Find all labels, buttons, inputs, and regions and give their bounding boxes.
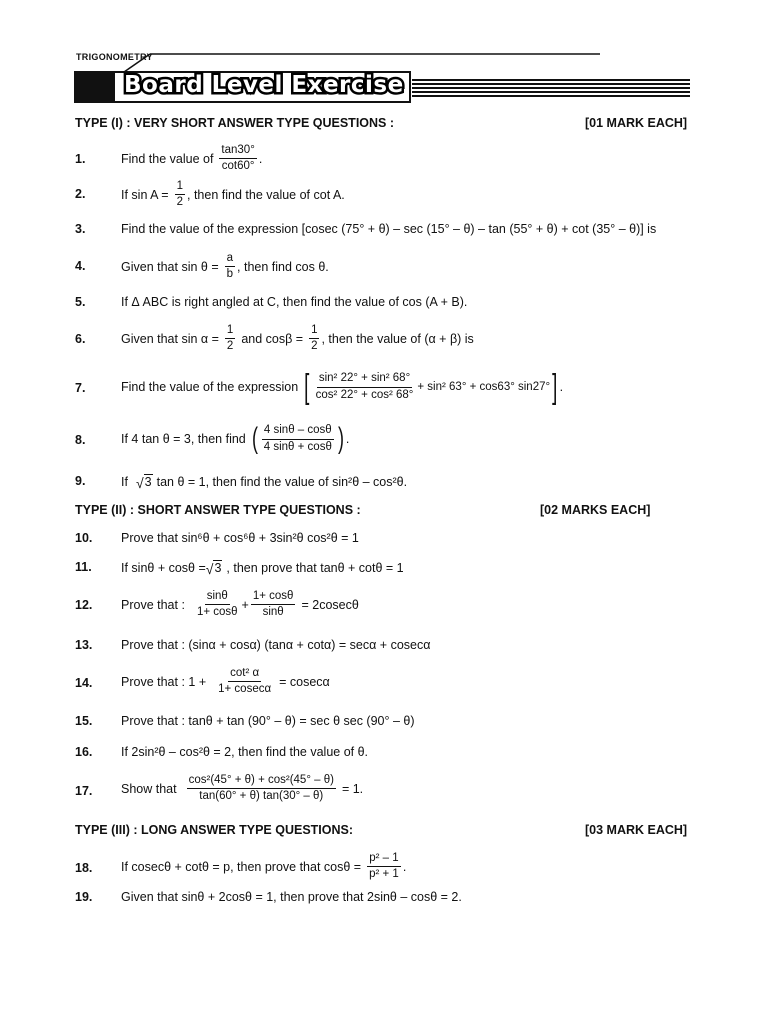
square-root: √ 3 bbox=[205, 561, 222, 577]
question-number: 11. bbox=[75, 560, 92, 574]
question-14 bbox=[0, 667, 768, 701]
section-marks-2: [02 MARKS EACH] bbox=[540, 503, 651, 517]
question-number: 19. bbox=[75, 890, 93, 904]
question-text: If 2sin²θ – cos²θ = 2, then find the value of θ. bbox=[121, 745, 369, 759]
question-1 bbox=[0, 144, 768, 174]
fraction: $\frac{1}{2}$ bbox=[176, 180, 184, 209]
fraction: $\frac{4 \sin\theta - \cos\theta}{4 \sin\theta + \cos\theta}$ bbox=[263, 424, 332, 453]
question-number: 3. bbox=[75, 222, 86, 236]
paren-open: ( bbox=[251, 422, 258, 455]
question-text: Find the value of the expression [ $\frac{\text{sin² 22° + sin² 68°}}{\text{cos² 22° + cos² 68°}}$ + sin² 63° + cos63° sin27° ] . bbox=[121, 368, 564, 406]
fraction: $\frac{\text{p² – 1}}{\text{p² + 1}}$ bbox=[369, 852, 399, 881]
paren-close: ) bbox=[337, 422, 344, 455]
question-number: 18. bbox=[75, 861, 93, 875]
question-text: Prove that : (sinα + cosα) (tanα + cotα) = secα + cosecα bbox=[121, 638, 431, 652]
question-12 bbox=[0, 590, 768, 622]
section-title-1: TYPE (I) : VERY SHORT ANSWER TYPE QUESTIONS : bbox=[75, 116, 395, 130]
bracket-close: ] bbox=[552, 368, 558, 406]
fraction: $\frac{a}{b}$ bbox=[226, 252, 234, 281]
question-8 bbox=[0, 424, 768, 458]
question-number: 9. bbox=[75, 474, 86, 488]
question-text: Prove that : 1 + $\frac{\text{cot² α}}{1+ cosec\alpha}$ = cosecα bbox=[121, 667, 330, 696]
question-text: If √ 3 tan θ = 1, then find the value of sin²θ – cos²θ. bbox=[121, 475, 408, 491]
banner-title: Board Level Exercise bbox=[124, 72, 404, 98]
question-6 bbox=[0, 324, 768, 354]
question-number: 13. bbox=[75, 638, 93, 652]
question-18 bbox=[0, 852, 768, 886]
question-number: 10. bbox=[75, 531, 93, 545]
question-text: If sinθ + cosθ = √ 3 , then prove that tanθ + cotθ = 1 bbox=[121, 561, 404, 577]
question-text: Find the value of the expression [cosec (75° + θ) – sec (15° – θ) – tan (55° + θ) + cot (35° – θ)] is bbox=[121, 222, 657, 236]
question-text: If sin A = $\frac{1}{2}$ , then find the value of cot A. bbox=[121, 180, 345, 209]
question-text: Prove that sin⁶θ + cos⁶θ + 3sin²θ cos²θ = 1 bbox=[121, 531, 359, 545]
fraction: $\frac{\text{cot² α}}{1+ cosec\alpha}$ bbox=[218, 667, 272, 696]
question-number: 15. bbox=[75, 714, 93, 728]
section-marks-3: [03 MARK EACH] bbox=[585, 823, 688, 837]
fraction: $\frac{\tan 30^\circ}{\cot 60^\circ}$ bbox=[221, 144, 255, 173]
question-text: Prove that : tanθ + tan (90° – θ) = sec θ sec (90° – θ) bbox=[121, 714, 415, 728]
fraction: $\frac{1}{2}$ bbox=[226, 324, 234, 353]
question-number: 7. bbox=[75, 381, 86, 395]
question-17 bbox=[0, 774, 768, 808]
question-text: If 4 tan θ = 3, then find ( $\frac{4 \sin\theta - \cos\theta}{4 \sin\theta + \cos\theta}$ ) . bbox=[121, 422, 350, 455]
section-title-2: TYPE (II) : SHORT ANSWER TYPE QUESTIONS : bbox=[75, 503, 361, 517]
question-text: Prove that : $\frac{\sin\theta}{1+ \cos\theta}$ + $\frac{1+ \cos\theta}{\sin\theta}$ = 2cosecθ bbox=[121, 590, 359, 619]
question-number: 8. bbox=[75, 433, 86, 447]
question-number: 1. bbox=[75, 152, 86, 166]
fraction: $\frac{\text{sin² 22° + sin² 68°}}{\text{cos² 22° + cos² 68°}}$ bbox=[315, 372, 414, 401]
fraction: $\frac{\text{cos²(45° + θ) + cos²(45° – θ)}}{\tan(60^\circ + \theta) \tan(30^\circ - \theta)}$ bbox=[188, 774, 334, 803]
question-number: 17. bbox=[75, 784, 93, 798]
question-4 bbox=[0, 252, 768, 282]
fraction: $\frac{1+ \cos\theta}{\sin\theta}$ bbox=[252, 590, 294, 619]
question-number: 5. bbox=[75, 295, 86, 309]
question-text: Given that sinθ + 2cosθ = 1, then prove that 2sinθ – cosθ = 2. bbox=[121, 890, 462, 904]
question-7 bbox=[0, 370, 768, 406]
question-number: 12. bbox=[75, 598, 93, 612]
bracket-open: [ bbox=[304, 368, 310, 406]
question-number: 6. bbox=[75, 332, 86, 346]
question-text: Given that sin α = $\frac{1}{2}$ and cosβ = $\frac{1}{2}$ , then the value of (α + β) is bbox=[121, 324, 474, 353]
fraction: $\frac{1}{2}$ bbox=[311, 324, 318, 353]
question-number: 14. bbox=[75, 676, 93, 690]
subject-label: TRIGONOMETRY bbox=[76, 52, 153, 62]
question-2 bbox=[0, 180, 768, 210]
question-text: If Δ ABC is right angled at C, then find the value of cos (A + B). bbox=[121, 295, 468, 309]
square-root: √ 3 bbox=[135, 475, 152, 491]
question-text: Show that $\frac{\text{cos²(45° + θ) + cos²(45° – θ)}}{\tan(60^\circ + \theta) \tan(30^\circ - \theta)}$ = 1. bbox=[121, 774, 364, 803]
fraction: $\frac{\sin\theta}{1+ \cos\theta}$ bbox=[196, 590, 238, 619]
section-title-3: TYPE (III) : LONG ANSWER TYPE QUESTIONS: bbox=[75, 823, 354, 837]
question-number: 4. bbox=[75, 259, 86, 273]
question-number: 16. bbox=[75, 745, 93, 759]
question-text: If cosecθ + cotθ = p, then prove that cosθ = $\frac{\text{p² – 1}}{\text{p² + 1}}$ . bbox=[121, 852, 407, 881]
question-text: Given that sin θ = $\frac{a}{b}$ , then find cos θ. bbox=[121, 252, 329, 281]
section-marks-1: [01 MARK EACH] bbox=[585, 116, 688, 130]
question-number: 2. bbox=[75, 187, 86, 201]
question-text: Find the value of $\frac{\tan 30^\circ}{\cot 60^\circ}$ . bbox=[121, 144, 263, 173]
